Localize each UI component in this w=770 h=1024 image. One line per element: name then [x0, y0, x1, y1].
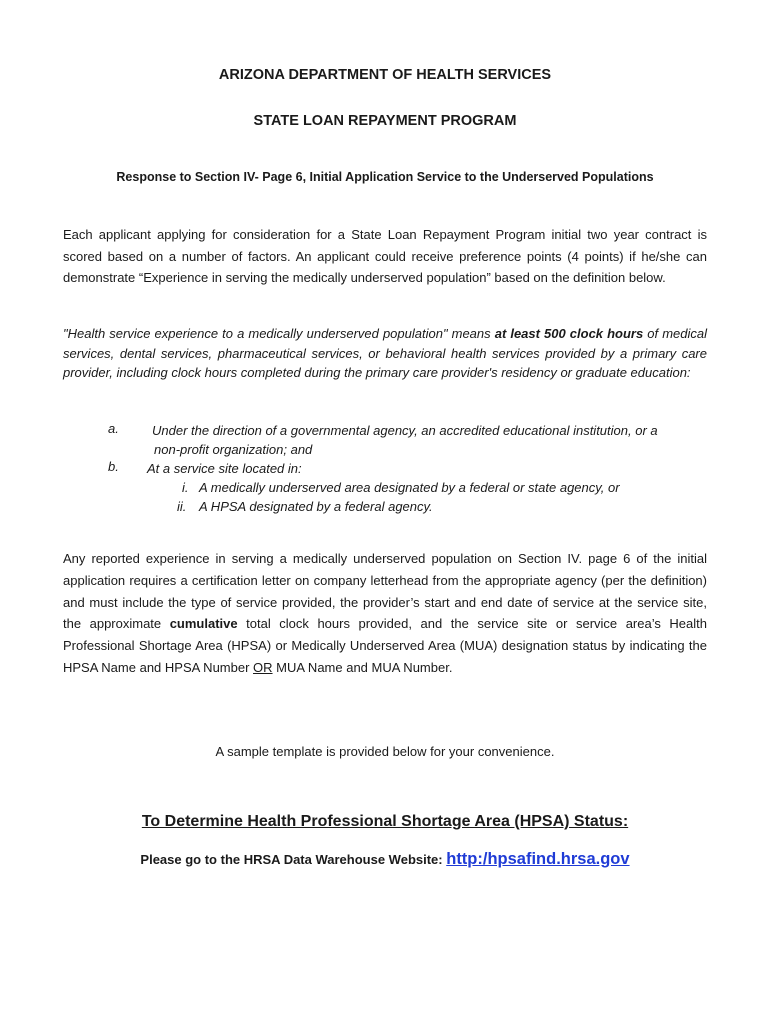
- sample-note: A sample template is provided below for your convenience.: [215, 744, 555, 759]
- definition-paragraph: [63, 324, 707, 383]
- definition-lead: "Health service experience to a medically underserved population" means: [63, 326, 495, 341]
- criteria-a-text: Under the direction of a governmental agency, an accredited educational institution, or a: [152, 423, 658, 438]
- reporting-paragraph: [63, 548, 707, 679]
- subcriteria-ii-text: A HPSA designated by a federal agency.: [199, 499, 433, 514]
- subcriteria-marker-i: i.: [182, 480, 189, 495]
- reporting-cumulative: cumulative: [169, 616, 238, 632]
- subcriteria-marker-ii: ii.: [177, 499, 187, 514]
- criteria-a-text-cont: non-profit organization; and: [154, 442, 313, 457]
- hpsa-title: To Determine Health Professional Shortage Area (HPSA) Status:: [141, 813, 629, 830]
- program-heading: STATE LOAN REPAYMENT PROGRAM: [253, 113, 517, 129]
- criteria-marker-b: b.: [108, 459, 119, 474]
- subcriteria-i-text: A medically underserved area designated by a federal or state agency, or: [199, 480, 620, 495]
- intro-paragraph: Each applicant applying for consideration for a State Loan Repayment Program initial two year contract is scored based on a number of factors. An applicant could receive preference points (4 points) if he/she can demonstrate “Experience in serving the medically underserved population” based on the definition below.: [63, 227, 707, 285]
- definition-emphasis: at least 500 clock hours: [494, 326, 644, 341]
- hrsa-website-line: [0, 850, 770, 869]
- reporting-part2: total clock hours provided, and the service site or service area’s Health Professional Shortage Area (HPSA) or Medically Underserved Area (MUA) designation status by indicating the HPSA Name and HPSA Number: [63, 616, 707, 675]
- section-subtitle: Response to Section IV- Page 6, Initial Application Service to the Underserved Populations: [116, 170, 654, 184]
- reporting-or: OR: [253, 659, 273, 675]
- definition-rest: of medical services, dental services, pharmaceutical services, or behavioral health services provided by a primary care provider, including clock hours completed during the primary care provider's residency or graduate education:: [63, 326, 707, 380]
- agency-heading: ARIZONA DEPARTMENT OF HEALTH SERVICES: [218, 67, 552, 83]
- reporting-part1: Any reported experience in serving a medically underserved population on Section IV. page 6 of the initial application requires a certification letter on company letterhead from the appropriate agency (per the definition) and must include the type of service provided, the provider’s start and end date of service at the service site, the approximate: [63, 551, 707, 632]
- reporting-part3: MUA Name and MUA Number.: [272, 659, 453, 675]
- hrsa-website-label: Please go to the HRSA Data Warehouse Website:: [140, 852, 447, 867]
- hpsafind-link[interactable]: http:/hpsafind.hrsa.gov: [446, 850, 630, 868]
- criteria-b-text: At a service site located in:: [147, 461, 302, 476]
- criteria-marker-a: a.: [108, 421, 119, 436]
